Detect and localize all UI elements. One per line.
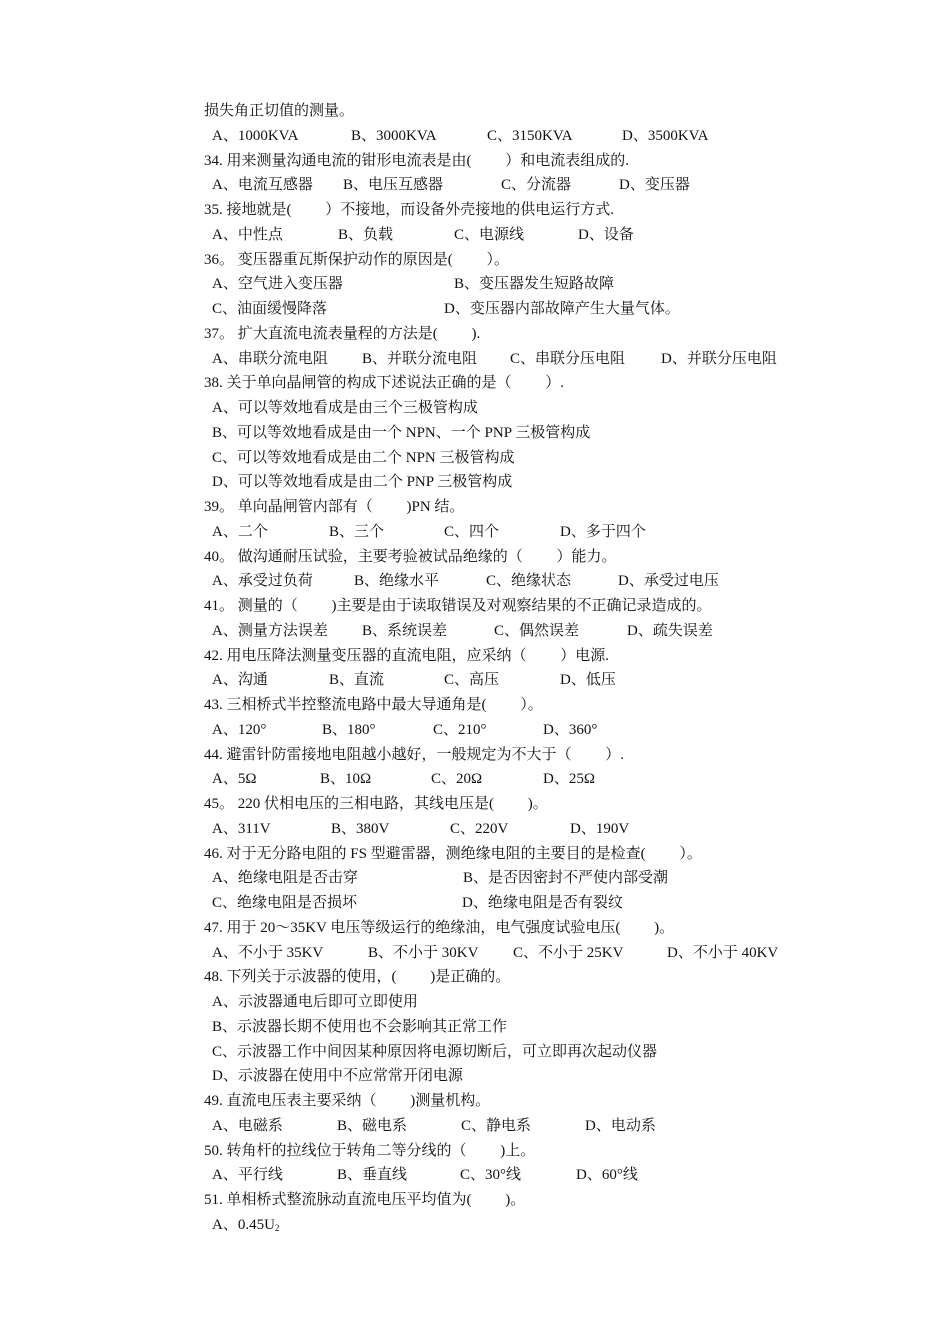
answer-option: B、3000KVA (351, 127, 437, 144)
answer-option: C、绝缘电阻是否损坏 (212, 895, 358, 911)
question-text: 49. 直流电压表主要采纳（ )测量机构。 (204, 1093, 491, 1109)
answer-option: A、中性点 (212, 226, 283, 243)
answer-option: D、绝缘电阻是否有裂纹 (462, 895, 623, 911)
answer-option: D、变压器内部故障产生大量气体。 (444, 301, 680, 317)
question-text: 48. 下列关于示波器的使用，( )是正确的。 (204, 969, 511, 986)
answer-option: B、绝缘水平 (354, 573, 440, 590)
answer-option: A、1000KVA (212, 127, 299, 144)
option-row (204, 866, 824, 891)
question-text: 46. 对于无分路电阻的 FS 型避雷器，测绝缘电阻的主要目的是检查( ）。 (204, 845, 702, 862)
option-text: A、0.45U (212, 1216, 275, 1233)
option-row (204, 1163, 824, 1188)
answer-option: C、示波器工作中间因某种原因将电源切断后，可立即再次起动仪器 (212, 1043, 658, 1060)
option-row (204, 124, 824, 149)
answer-option: C、高压 (444, 672, 500, 689)
answer-option: D、可以等效地看成是由二个 PNP 三极管构成 (212, 474, 513, 491)
answer-option: D、承受过电压 (618, 573, 719, 590)
answer-option: D、360° (543, 721, 598, 738)
answer-option: D、不小于 40KV (667, 944, 779, 961)
answer-option: A、串联分流电阻 (212, 350, 328, 367)
question-text: 34. 用来测量沟通电流的钳形电流表是由( ）和电流表组成的. (204, 152, 629, 169)
option-row (204, 941, 824, 966)
subscript: 2 (274, 1222, 280, 1233)
answer-option: B、变压器发生短路故障 (454, 276, 615, 293)
answer-option: A、311V (212, 820, 271, 837)
question-text: 41。 测量的（ )主要是由于读取错误及对观察结果的不正确记录造成的。 (204, 598, 712, 614)
answer-option: B、不小于 30KV (368, 944, 479, 961)
option-row (204, 1114, 824, 1139)
question-text: 47. 用于 20～35KV 电压等级运行的绝缘油，电气强度试验电压( )。 (204, 919, 675, 936)
question-text: 42. 用电压降法测量变压器的直流电阻，应采纳（ ）电源. (204, 647, 610, 664)
option-row (204, 272, 824, 297)
answer-option: A、二个 (212, 523, 268, 540)
answer-option: A、不小于 35KV (212, 944, 324, 961)
answer-option: D、变压器 (619, 177, 690, 194)
answer-option: A、电磁系 (212, 1117, 283, 1134)
answer-option: B、380V (331, 820, 390, 837)
answer-option: B、负载 (338, 226, 394, 243)
answer-option: C、可以等效地看成是由二个 NPN 三极管构成 (212, 449, 515, 466)
answer-option: A、示波器通电后即可立即使用 (212, 994, 418, 1010)
answer-option: B、是否因密封不严使内部受潮 (463, 870, 669, 887)
question-text: 37。 扩大直流电流表量程的方法是( ). (204, 325, 481, 342)
question-text: 50. 转角杆的拉线位于转角二等分线的（ )上。 (204, 1142, 536, 1159)
answer-option: D、并联分压电阻 (661, 350, 777, 367)
question-list (204, 99, 824, 1238)
option-row (204, 520, 824, 545)
answer-option: B、可以等效地看成是由一个 NPN、一个 PNP 三极管构成 (212, 424, 591, 441)
answer-option: B、垂直线 (337, 1167, 408, 1184)
option-row (204, 173, 824, 198)
answer-option: B、系统误差 (362, 622, 448, 639)
question-text: 43. 三相桥式半控整流电路中最大导通角是( ）。 (204, 697, 543, 713)
answer-option: C、不小于 25KV (513, 944, 624, 961)
option-row (204, 223, 824, 248)
answer-option: D、低压 (560, 672, 616, 689)
question-text: 40。 做沟通耐压试验，主要考验被试品绝缘的（ ）能力。 (204, 548, 617, 565)
answer-option: C、分流器 (501, 177, 572, 194)
answer-option: D、60°线 (576, 1167, 638, 1184)
answer-option: A、承受过负荷 (212, 573, 313, 590)
answer-option: A、绝缘电阻是否击穿 (212, 870, 358, 887)
answer-option: A、测量方法误差 (212, 622, 328, 639)
answer-option: D、示波器在使用中不应常常开闭电源 (212, 1068, 463, 1085)
answer-option: B、示波器长期不使用也不会影响其正常工作 (212, 1018, 508, 1035)
answer-option: A、沟通 (212, 672, 268, 689)
answer-option: B、电压互感器 (343, 177, 444, 194)
option-row (204, 668, 824, 693)
question-text: 51. 单相桥式整流脉动直流电压平均值为( )。 (204, 1192, 526, 1208)
answer-option: C、绝缘状态 (486, 573, 572, 590)
answer-option: D、多于四个 (560, 523, 646, 540)
question-text: 36。 变压器重瓦斯保护动作的原因是( ）。 (204, 251, 509, 268)
option-row (204, 718, 824, 743)
answer-option: D、电动系 (585, 1117, 656, 1134)
answer-option: C、210° (433, 721, 487, 738)
answer-option: B、三个 (329, 523, 385, 540)
question-text: 35. 接地就是( ）不接地，而设备外壳接地的供电运行方式. (204, 202, 614, 218)
answer-option: B、磁电系 (337, 1117, 408, 1134)
answer-option: C、串联分压电阻 (510, 350, 626, 367)
answer-option: C、20Ω (431, 771, 483, 788)
option-row (204, 619, 824, 644)
answer-option: A、5Ω (212, 771, 257, 788)
answer-option: A、电流互感器 (212, 177, 313, 194)
option-row (204, 297, 824, 322)
answer-option (204, 1213, 824, 1238)
answer-option: B、10Ω (320, 771, 372, 788)
answer-option: D、疏失误差 (627, 622, 713, 639)
answer-option: B、180° (322, 721, 376, 738)
answer-option: C、220V (450, 820, 509, 837)
answer-option: B、直流 (329, 672, 385, 689)
answer-option: D、3500KVA (622, 127, 709, 144)
answer-option: D、190V (570, 820, 630, 837)
answer-option: C、3150KVA (487, 127, 573, 144)
answer-option: B、并联分流电阻 (362, 350, 478, 367)
answer-option: C、电源线 (454, 226, 525, 243)
answer-option: C、偶然误差 (494, 622, 580, 639)
question-text: 44. 避雷针防雷接地电阻越小越好，一般规定为不大于（ ）. (204, 746, 625, 763)
question-text: 38. 关于单向晶闸管的构成下述说法正确的是（ ）. (204, 375, 565, 392)
answer-option: A、可以等效地看成是由三个三极管构成 (212, 400, 478, 416)
option-row (204, 569, 824, 594)
answer-option: D、25Ω (543, 771, 595, 788)
option-row (204, 347, 824, 372)
question-text: 39。 单向晶闸管内部有（ )PN 结。 (204, 499, 465, 515)
answer-option: A、空气进入变压器 (212, 276, 343, 293)
question-text: 损失角正切值的测量。 (204, 103, 355, 119)
answer-option: C、30°线 (460, 1167, 522, 1184)
answer-option: D、设备 (578, 226, 634, 243)
question-text: 45。 220 伏相电压的三相电路，其线电压是( )。 (204, 796, 548, 812)
answer-option: A、平行线 (212, 1167, 283, 1184)
answer-option: A、120° (212, 721, 267, 738)
option-row (204, 891, 824, 916)
option-row (204, 767, 824, 792)
answer-option: C、静电系 (461, 1117, 532, 1134)
answer-option: C、油面缓慢降落 (212, 301, 328, 317)
answer-option: C、四个 (444, 523, 500, 540)
option-row (204, 817, 824, 842)
